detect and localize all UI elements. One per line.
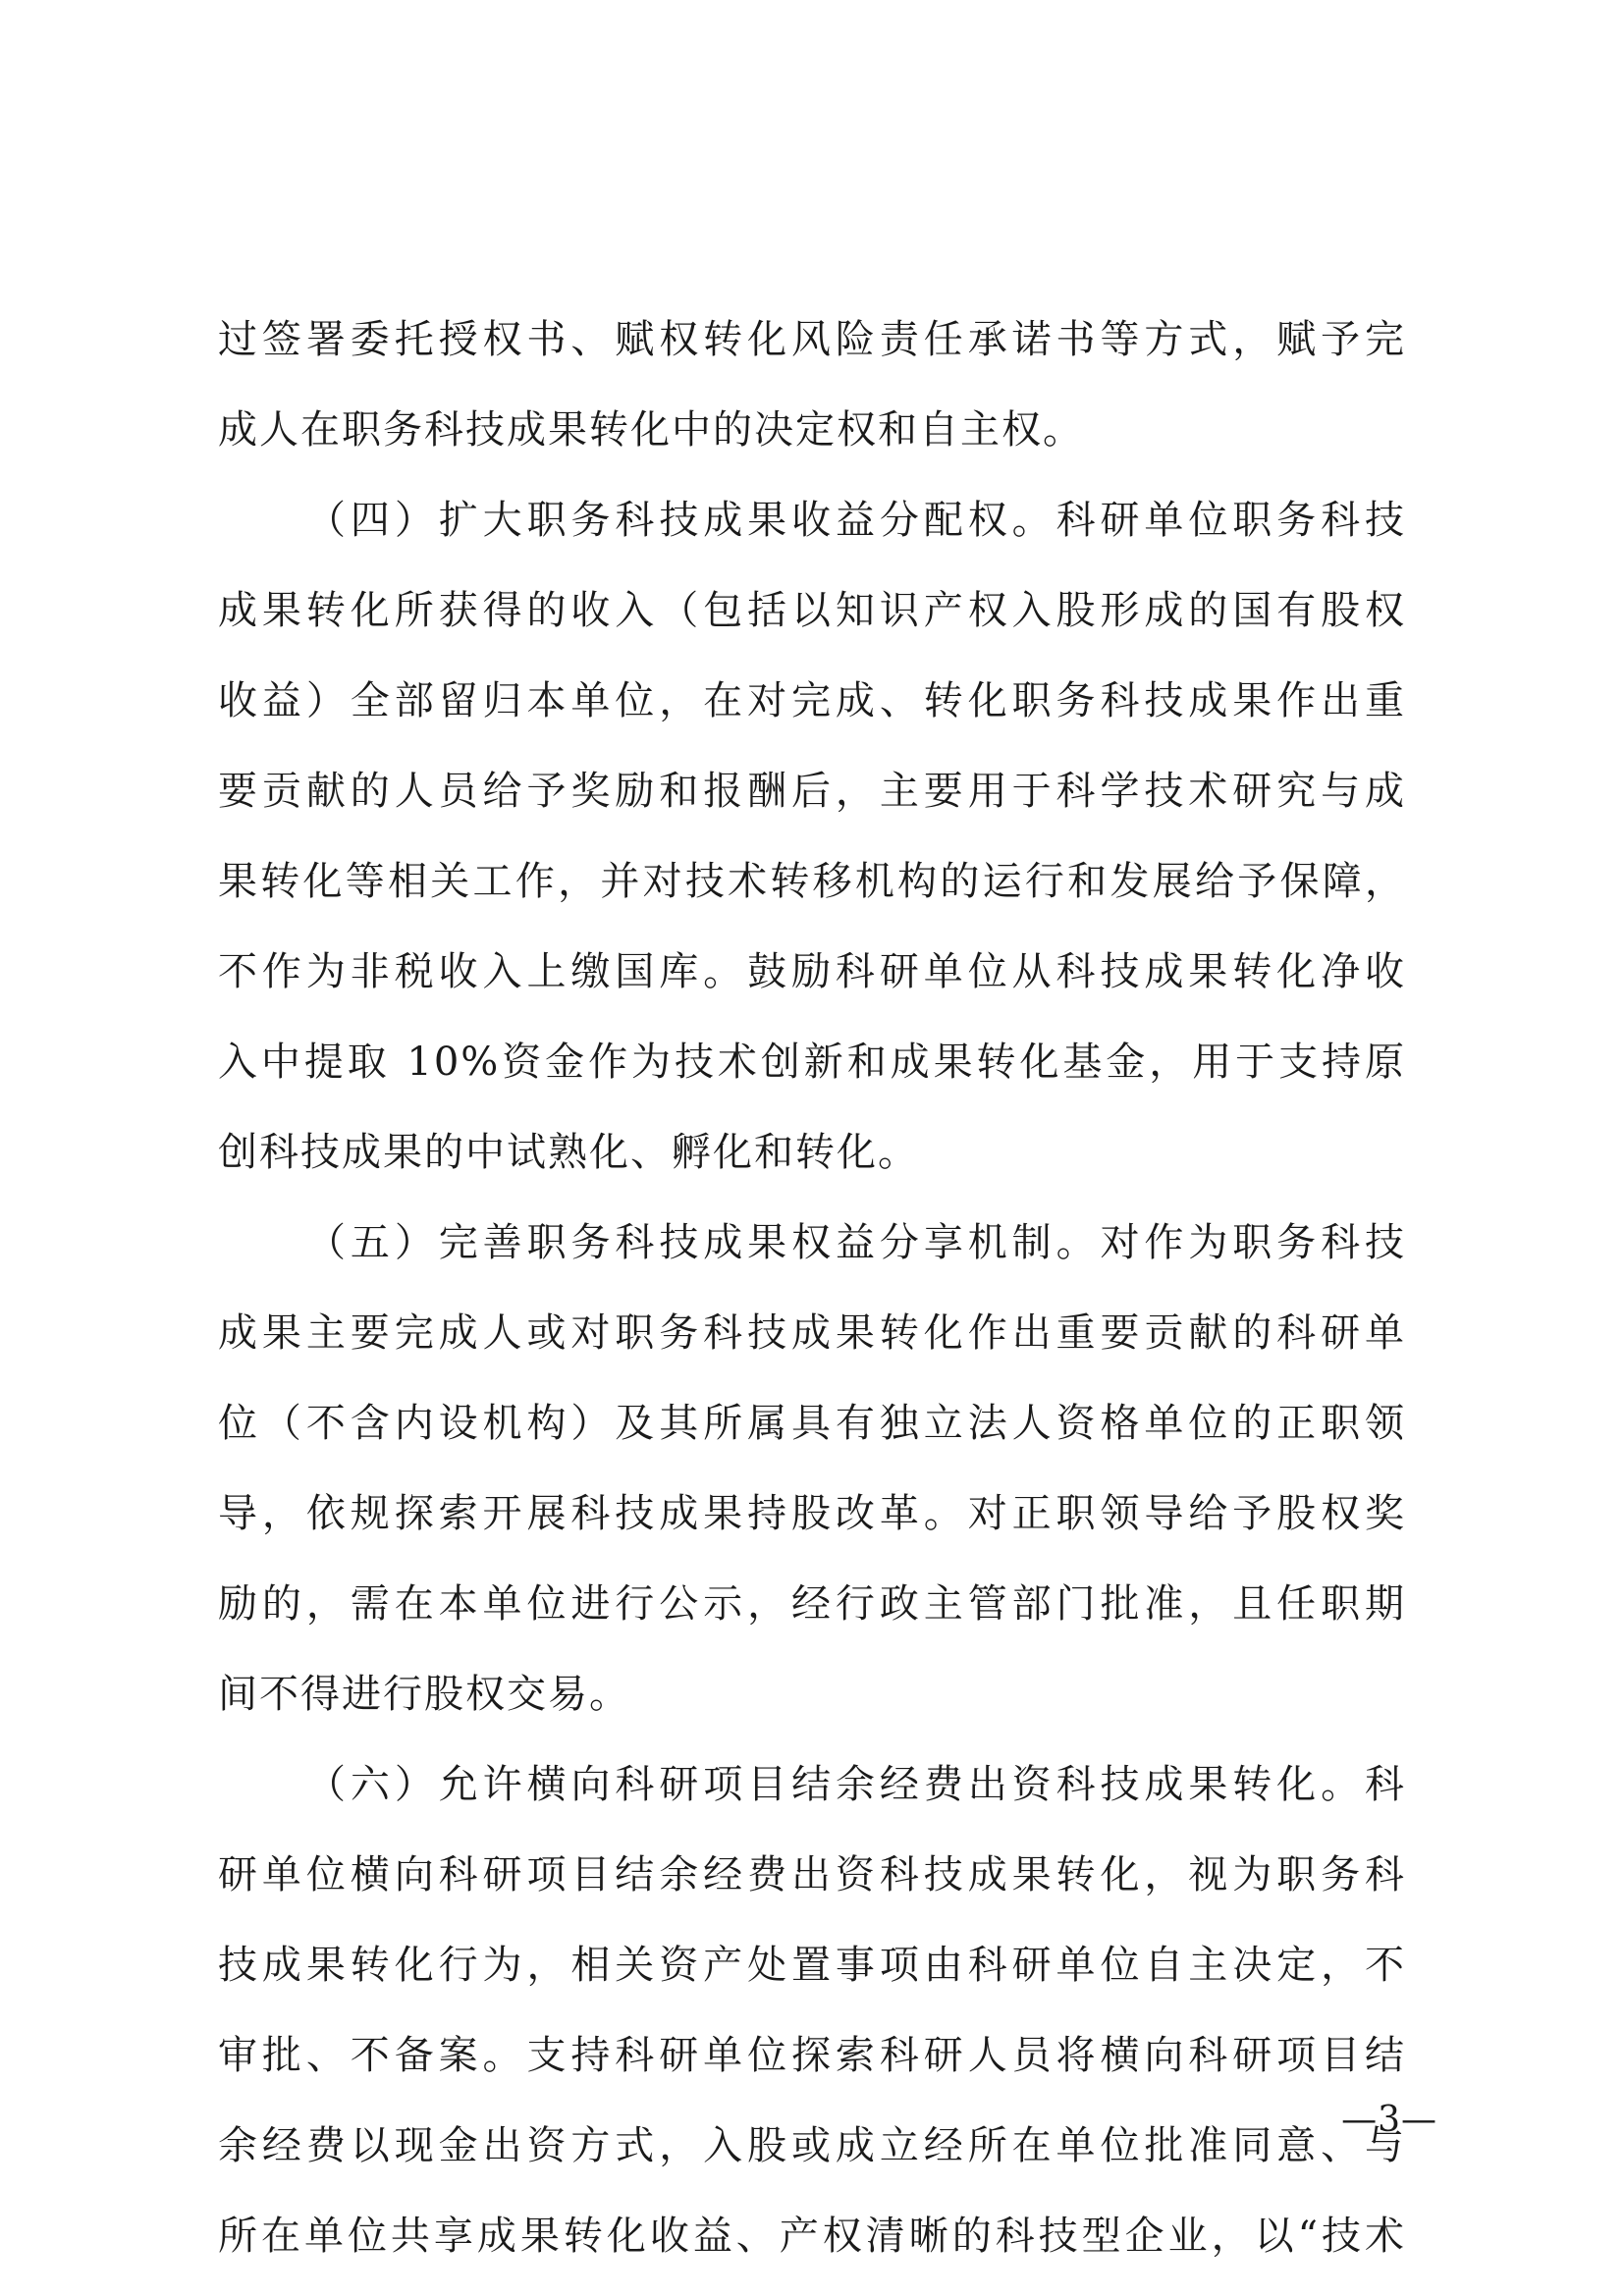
section-heading-line: （四）扩大职务科技成果收益分配权。科研单位职务科技 — [306, 498, 1406, 543]
text-line: 不作为非税收入上缴国库。鼓励科研单位从科技成果转化净收 — [218, 949, 1406, 994]
paragraph-3 — [218, 1198, 1406, 1739]
text-line: 间不得进行股权交易。 — [218, 1672, 630, 1717]
text-line: 励的，需在本单位进行公示，经行政主管部门批准，且任职期 — [218, 1581, 1406, 1627]
text-line: 余经费以现金出资方式，入股或成立经所在单位批准同意、与 — [218, 2123, 1406, 2168]
paragraph-2 — [218, 475, 1406, 1198]
text-line: 收益）全部留归本单位，在对完成、转化职务科技成果作出重 — [218, 678, 1406, 723]
text-line: 成果转化所获得的收入（包括以知识产权入股形成的国有股权 — [218, 588, 1406, 633]
text-line: 过签署委托授权书、赋权转化风险责任承诺书等方式，赋予完 — [218, 317, 1406, 362]
text-line: 导，依规探索开展科技成果持股改革。对正职领导给予股权奖 — [218, 1491, 1406, 1536]
page-number: —3— — [1341, 2100, 1437, 2140]
text-line: 入中提取 10%资金作为技术创新和成果转化基金，用于支持原 — [218, 1040, 1406, 1085]
text-line: 要贡献的人员给予奖励和报酬后，主要用于科学技术研究与成 — [218, 769, 1406, 814]
section-heading-line: （六）允许横向科研项目结余经费出资科技成果转化。科 — [306, 1762, 1406, 1807]
body-text — [218, 294, 1406, 2281]
text-line: 研单位横向科研项目结余经费出资科技成果转化，视为职务科 — [218, 1852, 1406, 1897]
section-heading-line: （五）完善职务科技成果权益分享机制。对作为职务科技 — [306, 1220, 1406, 1265]
text-line: 成人在职务科技成果转化中的决定权和自主权。 — [218, 407, 1084, 453]
text-line: 创科技成果的中试熟化、孵化和转化。 — [218, 1130, 919, 1175]
text-line: 位（不含内设机构）及其所属具有独立法人资格单位的正职领 — [218, 1401, 1406, 1446]
text-line: 成果主要完成人或对职务科技成果转化作出重要贡献的科研单 — [218, 1310, 1406, 1356]
paragraph-4 — [218, 1739, 1406, 2281]
text-line: 果转化等相关工作，并对技术转移机构的运行和发展给予保障， — [218, 859, 1406, 904]
paragraph-1 — [218, 294, 1406, 475]
text-line: 审批、不备案。支持科研单位探索科研人员将横向科研项目结 — [218, 2033, 1406, 2078]
text-line: 所在单位共享成果转化收益、产权清晰的科技型企业，以“技术 — [218, 2214, 1406, 2259]
text-line: 技成果转化行为，相关资产处置事项由科研单位自主决定，不 — [218, 1943, 1406, 1988]
